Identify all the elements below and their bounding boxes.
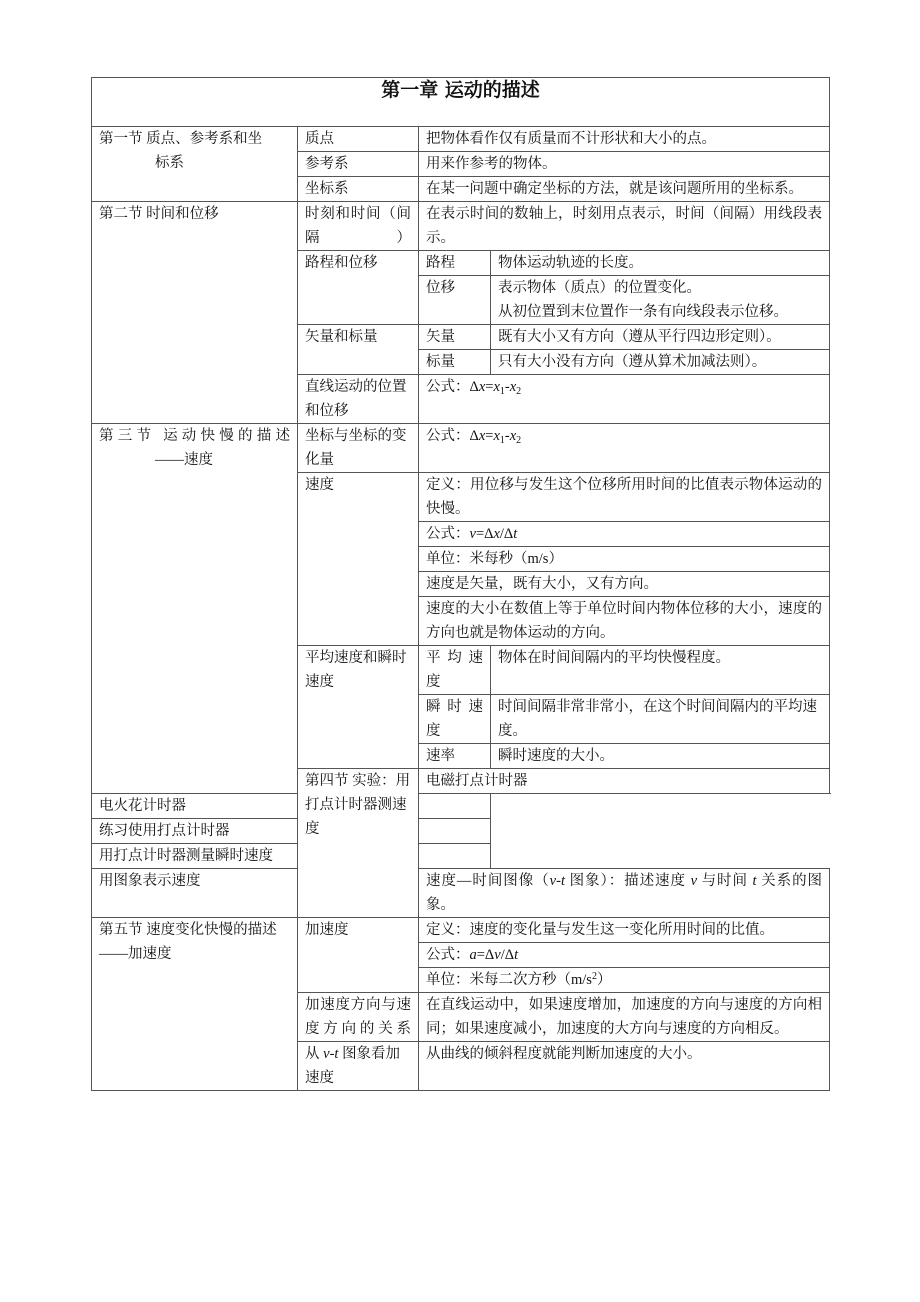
content-line: 从初位置到末位置作一条有向线段表示位移。 <box>498 304 788 320</box>
section-3-title: 第三节 运动快慢的描述 <box>99 428 290 444</box>
formula-label: 公式： <box>426 428 470 444</box>
term-cell: 标量 <box>419 350 491 375</box>
content-cell: 速度的大小在数值上等于单位时间内物体位移的大小，速度的方向也就是物体运动的方向。 <box>419 597 830 646</box>
formula: $\Delta x=x_1-x_2$ <box>469 428 522 446</box>
topic-cell: 用图象表示速度 <box>92 869 298 918</box>
formula-cell: 公式：a=Δv/Δt <box>419 943 830 968</box>
term-cell: 位移 <box>419 276 491 325</box>
content-cell: 用打点计时器测量瞬时速度 <box>92 844 491 869</box>
topic-cell: 坐标系 <box>298 177 419 202</box>
section-1-heading <box>92 127 298 202</box>
content-cell: 练习使用打点计时器 <box>92 819 491 844</box>
content-cell: 从曲线的倾斜程度就能判断加速度的大小。 <box>419 1042 830 1091</box>
chapter-title: 第一章 运动的描述 <box>92 78 830 127</box>
content-cell: 定义：用位移与发生这个位移所用时间的比值表示物体运动的快慢。 <box>419 473 830 522</box>
topic-cell: 直线运动的位置和位移 <box>298 375 419 424</box>
content-cell: 速度—时间图像（v-t 图象）：描述速度 v 与时间 t 关系的图象。 <box>419 869 830 918</box>
topic-cell: 加速度 <box>298 918 419 993</box>
formula-label: 公式： <box>426 379 470 395</box>
content-line: 表示物体（质点）的位置变化。 <box>498 280 701 296</box>
term-cell: 平均速度 <box>419 646 491 695</box>
term-cell: 路程 <box>419 251 491 276</box>
content-cell: 把物体看作仅有质量而不计形状和大小的点。 <box>419 127 830 152</box>
section-1-title-cont: 标系 <box>155 155 184 171</box>
topic-cell: 平均速度和瞬时速度 <box>298 646 419 769</box>
topic-cell: 矢量和标量 <box>298 325 419 375</box>
content-cell: 既有大小又有方向（遵从平行四边形定则）。 <box>491 325 830 350</box>
term-cell: 瞬时速度 <box>419 695 491 744</box>
topic-cell: 加速度方向与速度方向的关系 <box>298 993 419 1042</box>
content-cell: 在某一问题中确定坐标的方法，就是该问题所用的坐标系。 <box>419 177 830 202</box>
content-cell: 定义：速度的变化量与发生这一变化所用时间的比值。 <box>419 918 830 943</box>
formula-cell: 公式：v=Δx/Δt <box>419 522 830 547</box>
content-cell: 物体运动轨迹的长度。 <box>491 251 830 276</box>
content-cell: 在表示时间的数轴上，时刻用点表示，时间（间隔）用线段表示。 <box>419 202 830 251</box>
section-4-heading: 第四节 实验：用打点计时器测速度 <box>298 769 419 918</box>
formula: $\Delta x=x_1-x_2$ <box>469 379 522 397</box>
content-cell: 电火花计时器 <box>92 794 491 819</box>
section-3-heading <box>92 424 298 794</box>
section-1-title: 第一节 质点、参考系和坐 <box>99 131 263 147</box>
content-cell: 单位：米每秒（m/s） <box>419 547 830 572</box>
section-3-title-cont: ——速度 <box>155 452 213 468</box>
topic-cell: 速度 <box>298 473 419 646</box>
topic-cell: 路程和位移 <box>298 251 419 325</box>
content-cell: 物体在时间间隔内的平均快慢程度。 <box>491 646 830 695</box>
content-cell: 电磁打点计时器 <box>419 769 830 794</box>
content-cell <box>491 276 830 325</box>
topic-cell: 从 v-t 图象看加速度 <box>298 1042 419 1091</box>
formula-cell <box>419 424 830 473</box>
topic-cell: 质点 <box>298 127 419 152</box>
formula-cell <box>419 375 830 424</box>
content-cell: 瞬时速度的大小。 <box>491 744 830 769</box>
term-cell: 速率 <box>419 744 491 769</box>
content-cell: 在直线运动中，如果速度增加，加速度的方向与速度的方向相同；如果速度减小，加速度的大方向与速度的方向相反。 <box>419 993 830 1042</box>
topic-cell: 时刻和时间（间隔） <box>298 202 419 251</box>
content-cell: 单位：米每二次方秒$(m/s^2)$ <box>419 968 830 993</box>
topic-cell: 坐标与坐标的变化量 <box>298 424 419 473</box>
section-5-heading: 第五节 速度变化快慢的描述——加速度 <box>92 918 298 1091</box>
term-cell: 矢量 <box>419 325 491 350</box>
content-cell: 速度是矢量，既有大小，又有方向。 <box>419 572 830 597</box>
content-cell: 用来作参考的物体。 <box>419 152 830 177</box>
section-2-heading: 第二节 时间和位移 <box>92 202 298 424</box>
content-cell: 时间间隔非常非常小，在这个时间间隔内的平均速度。 <box>491 695 830 744</box>
content-cell: 只有大小没有方向（遵从算术加减法则）。 <box>491 350 830 375</box>
chapter-summary-table <box>91 77 830 1091</box>
topic-cell: 参考系 <box>298 152 419 177</box>
